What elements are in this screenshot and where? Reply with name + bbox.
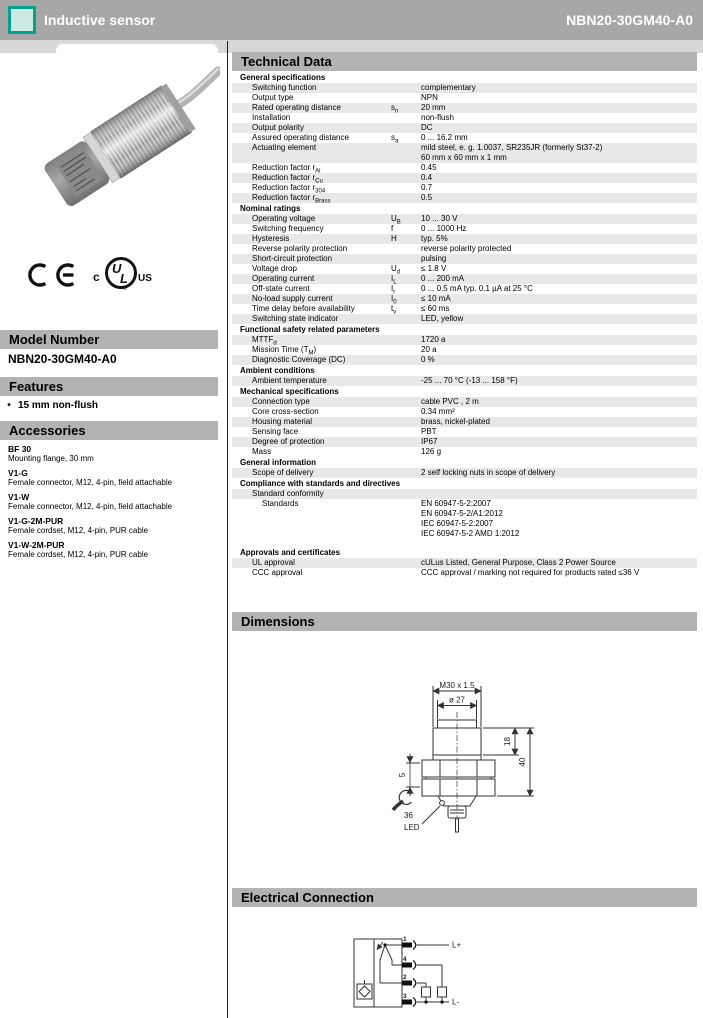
row-value-line: 0.4: [421, 173, 433, 182]
table-row: [232, 447, 697, 457]
sensor-symbol-icon: [357, 980, 372, 999]
row-value-line: cULus Listed, General Purpose, Class 2 Power Source: [421, 558, 616, 567]
row-value: [421, 133, 697, 143]
table-row: [232, 417, 697, 427]
row-value-line: LED, yellow: [421, 314, 464, 323]
table-row: [232, 93, 697, 103]
row-value: [421, 234, 697, 244]
row-value-line: 20 a: [421, 345, 437, 354]
table-row: [232, 183, 697, 193]
row-value: [421, 427, 697, 437]
row-label: UL approval: [252, 558, 295, 567]
row-label: Hysteresis: [252, 234, 290, 243]
table-gap: [232, 539, 697, 547]
table-row: [232, 143, 697, 163]
table-row: [232, 345, 697, 355]
svg-text:U: U: [112, 261, 122, 276]
row-symbol: $s_a$: [391, 133, 399, 145]
row-value: [421, 407, 697, 417]
row-value-line: ≤ 60 ms: [421, 304, 450, 313]
row-value: [421, 304, 697, 314]
row-value: [421, 447, 697, 457]
load-symbol: [422, 987, 431, 997]
table-row: [232, 558, 697, 568]
accessory-description: Female cordset, M12, 4-pin, PUR cable: [8, 550, 149, 559]
pin3-label: 3: [403, 993, 407, 1000]
table-section-header: General information: [240, 458, 317, 467]
table-row: [232, 173, 697, 183]
row-symbol: $s_n$: [391, 103, 399, 115]
table-section-header: Compliance with standards and directives: [240, 479, 401, 488]
dim-nut-travel-label: 5: [398, 772, 407, 778]
ce-mark-icon: [26, 262, 80, 290]
row-value: [421, 437, 697, 447]
accessory-description: Female connector, M12, 4-pin, field attachable: [8, 502, 173, 511]
row-value-line: 20 mm: [421, 103, 446, 112]
row-symbol: $U_B$: [391, 214, 401, 226]
header-bar: [0, 0, 703, 40]
accessory-name: V1-G: [8, 468, 28, 478]
accessory-name: BF 30: [8, 444, 32, 454]
row-symbol: H: [391, 234, 397, 243]
lplus-label: L+: [452, 940, 462, 950]
row-value-line: 1720 a: [421, 335, 446, 344]
electrical-connection-block: [232, 888, 697, 1007]
row-value: [421, 417, 697, 427]
row-value-line: pulsing: [421, 254, 447, 263]
accessory-item: [8, 492, 218, 512]
accessories-list: [8, 444, 218, 564]
row-label: Reduction factor $r_{Cu}$: [252, 173, 323, 185]
table-row: [232, 407, 697, 417]
table-row: [232, 234, 697, 244]
row-symbol: $U_d$: [391, 264, 401, 276]
row-value: [421, 163, 697, 173]
dim-diameter-label: ø 27: [448, 695, 466, 705]
row-label: Reverse polarity protection: [252, 244, 348, 253]
row-label: Standards: [262, 499, 299, 508]
row-value: [421, 355, 697, 365]
table-row: [232, 264, 697, 274]
row-label: Mass: [252, 447, 272, 456]
row-value: [421, 274, 697, 284]
row-label: Housing material: [252, 417, 313, 426]
row-label: Time delay before availability: [252, 304, 355, 313]
svg-text:L: L: [120, 271, 128, 286]
row-value: [421, 83, 697, 93]
row-label: $MTTF_d$: [252, 335, 277, 347]
row-label: Ambient temperature: [252, 376, 327, 385]
table-row: [232, 335, 697, 345]
table-section-header: Approvals and certificates: [240, 548, 341, 557]
row-label: Rated operating distance: [252, 103, 341, 112]
technical-data-table: [232, 72, 697, 578]
table-row: [232, 499, 697, 539]
wrench-size-label: 36: [404, 811, 413, 820]
lminus-label: L-: [452, 997, 460, 1007]
row-value-line: mild steel, e. g. 1.0037, SR235JR (formerly St37-2): [421, 143, 603, 152]
row-value-line: PBT: [421, 427, 437, 436]
row-label: Degree of protection: [252, 437, 325, 446]
row-label: Installation: [252, 113, 291, 122]
row-label: Off-state current: [252, 284, 310, 293]
row-value: [421, 345, 697, 355]
row-value-line: EN 60947-5-2:2007: [421, 499, 491, 508]
row-value-line: EN 60947-5-2/A1:2012: [421, 509, 503, 518]
model-number-section-header: Model Number: [0, 330, 218, 349]
row-value-line: ≤ 1.8 V: [421, 264, 447, 273]
dimensions-block: [232, 612, 697, 832]
row-value-line: 0.45: [421, 163, 437, 172]
table-row: [232, 224, 697, 234]
row-value: [421, 113, 697, 123]
technical-data-block: [232, 52, 697, 578]
row-value-line: 0 %: [421, 355, 435, 364]
load-symbol: [438, 987, 447, 997]
accessory-description: Mounting flange, 30 mm: [8, 454, 94, 463]
row-label: Switching function: [252, 83, 317, 92]
row-symbol: $t_v$: [391, 304, 397, 316]
technical-data-title: Technical Data: [232, 52, 697, 71]
accessory-name: V1-W-2M-PUR: [8, 540, 65, 550]
pin2-label: 2: [403, 974, 407, 981]
row-value: [421, 143, 697, 163]
row-label: Connection type: [252, 397, 310, 406]
accessory-name: V1-G-2M-PUR: [8, 516, 64, 526]
accessory-description: Female cordset, M12, 4-pin, PUR cable: [8, 526, 149, 535]
table-section-header: Nominal ratings: [240, 204, 301, 213]
table-row: [232, 83, 697, 93]
row-label: Reduction factor $r_{Brass}$: [252, 193, 331, 205]
electrical-connection-title: Electrical Connection: [232, 888, 697, 907]
table-row: [232, 568, 697, 578]
row-value-line: NPN: [421, 93, 438, 102]
row-value: [421, 173, 697, 183]
table-row: [232, 244, 697, 254]
row-label: Reduction factor $r_{304}$: [252, 183, 326, 195]
photo-background: [56, 44, 218, 54]
row-label: Output polarity: [252, 123, 305, 132]
led-indicator-dot: [440, 801, 445, 806]
table-row: [232, 314, 697, 324]
row-label: Core cross-section: [252, 407, 319, 416]
accessory-item: [8, 468, 218, 488]
row-value-line: cable PVC , 2 m: [421, 397, 479, 406]
table-row: [232, 284, 697, 294]
wrench-icon: [393, 790, 412, 810]
row-value: [421, 224, 697, 234]
accessories-section-header: Accessories: [0, 421, 218, 440]
row-value-line: 0 ... 1000 Hz: [421, 224, 467, 233]
row-value-line: 0 ... 0.5 mA typ. 0.1 µA at 25 °C: [421, 284, 533, 293]
table-row: [232, 113, 697, 123]
feature-text: 15 mm non-flush: [18, 400, 99, 411]
row-label: Diagnostic Coverage (DC): [252, 355, 346, 364]
table-row: [232, 427, 697, 437]
row-value-line: 0 ... 16.2 mm: [421, 133, 468, 142]
table-section-header: General specifications: [240, 73, 326, 82]
row-label: Assured operating distance: [252, 133, 349, 142]
row-value: [421, 568, 697, 578]
row-value: [421, 103, 697, 113]
row-value: [421, 294, 697, 304]
led-label: LED: [404, 823, 420, 832]
row-value-line: 0 ... 200 mA: [421, 274, 465, 283]
row-value-line: 10 ... 30 V: [421, 214, 458, 223]
svg-text:US: US: [138, 273, 152, 284]
table-row: [232, 489, 697, 499]
row-value: [421, 264, 697, 274]
row-symbol: $I_r$: [391, 284, 396, 296]
model-number-value: NBN20-30GM40-A0: [8, 352, 117, 366]
row-value: [421, 468, 697, 478]
header-model-number: NBN20-30GM40-A0: [566, 12, 693, 28]
table-row: [232, 468, 697, 478]
row-value: [421, 284, 697, 294]
row-label: Output type: [252, 93, 294, 102]
row-value: [421, 244, 697, 254]
table-row: [232, 304, 697, 314]
row-value: [421, 93, 697, 103]
row-label: Sensing face: [252, 427, 299, 436]
circuit-diagram: [347, 930, 497, 1015]
bullet-icon: •: [7, 400, 11, 411]
row-label: Standard conformity: [252, 489, 324, 498]
table-row: [232, 123, 697, 133]
accessory-name: V1-W: [8, 492, 30, 502]
brand-icon: [8, 6, 36, 34]
svg-text:c: c: [93, 270, 100, 284]
row-value-line: 2 self locking nuts in scope of delivery: [421, 468, 556, 477]
accessory-item: [8, 540, 218, 560]
dim-thread-label: M30 x 1.5: [439, 681, 475, 690]
row-value-line: reverse polarity protected: [421, 244, 512, 253]
svg-text:®: ®: [123, 286, 127, 292]
table-row: [232, 214, 697, 224]
row-label: Switching state indicator: [252, 314, 339, 323]
row-value-line: 0.34 mm²: [421, 407, 455, 416]
table-section-header: Functional safety related parameters: [240, 325, 380, 334]
table-row: [232, 355, 697, 365]
accessory-item: [8, 444, 218, 464]
table-row: [232, 133, 697, 143]
row-value: [421, 314, 697, 324]
accessory-description: Female connector, M12, 4-pin, field attachable: [8, 478, 173, 487]
column-divider: [227, 41, 228, 1018]
row-value: [421, 183, 697, 193]
table-row: [232, 274, 697, 284]
row-symbol: $I_L$: [391, 274, 397, 286]
accessory-item: [8, 516, 218, 536]
row-value: [421, 335, 697, 345]
row-label: Short-circuit protection: [252, 254, 333, 263]
table-row: [232, 254, 697, 264]
row-value-line: complementary: [421, 83, 476, 92]
row-value-line: typ. 5%: [421, 234, 448, 243]
dim-thread-length-label: 18: [503, 737, 512, 746]
product-type-title: Inductive sensor: [44, 12, 156, 28]
row-value-line: CCC approval / marking not required for products rated ≤36 V: [421, 568, 640, 577]
row-value-line: ≤ 10 mA: [421, 294, 451, 303]
culus-mark-icon: [90, 254, 154, 294]
row-value-line: DC: [421, 123, 433, 132]
row-label: Voltage drop: [252, 264, 297, 273]
dim-housing-length-label: 40: [518, 757, 527, 767]
dimension-drawing: [352, 660, 582, 860]
feature-item: [0, 400, 218, 411]
row-value-line: IP67: [421, 437, 438, 446]
dimensions-title: Dimensions: [232, 612, 697, 631]
table-section-header: Mechanical specifications: [240, 387, 339, 396]
row-label: CCC approval: [252, 568, 303, 577]
table-row: [232, 294, 697, 304]
table-row: [232, 437, 697, 447]
row-value: [421, 123, 697, 133]
row-value: [421, 558, 697, 568]
table-row: [232, 193, 697, 203]
row-value-line: brass, nickel-plated: [421, 417, 490, 426]
row-label: Scope of delivery: [252, 468, 314, 477]
row-label: Switching frequency: [252, 224, 324, 233]
row-label: No-load supply current: [252, 294, 333, 303]
row-symbol: $I_0$: [391, 294, 397, 306]
row-value: [421, 499, 697, 539]
table-row: [232, 103, 697, 113]
row-value-line: 126 g: [421, 447, 442, 456]
row-value-line: IEC 60947-5-2 AMD 1:2012: [421, 529, 520, 538]
table-row: [232, 397, 697, 407]
row-value: [421, 376, 697, 386]
row-label: Actuating element: [252, 143, 317, 152]
row-value: [421, 214, 697, 224]
table-row: [232, 163, 697, 173]
table-row: [232, 376, 697, 386]
row-symbol: f: [391, 224, 394, 233]
row-label: Operating current: [252, 274, 315, 283]
row-value-line: -25 ... 70 °C (-13 ... 158 °F): [421, 376, 518, 385]
row-value-line: 0.5: [421, 193, 433, 202]
row-value: [421, 193, 697, 203]
row-label: Reduction factor $r_{Al}$: [252, 163, 321, 175]
row-value: [421, 397, 697, 407]
row-value-line: IEC 60947-5-2:2007: [421, 519, 494, 528]
row-label: Mission Time $(T_M)$: [252, 345, 317, 357]
row-label: Operating voltage: [252, 214, 316, 223]
row-value-line: 60 mm x 60 mm x 1 mm: [421, 153, 507, 162]
features-section-header: Features: [0, 377, 218, 396]
pin4-label: 4: [403, 956, 407, 963]
pin1-label: 1: [403, 936, 407, 943]
table-section-header: Ambient conditions: [240, 366, 315, 375]
product-photo: [25, 56, 220, 216]
row-value: [421, 254, 697, 264]
row-value-line: non-flush: [421, 113, 454, 122]
row-value-line: 0.7: [421, 183, 433, 192]
